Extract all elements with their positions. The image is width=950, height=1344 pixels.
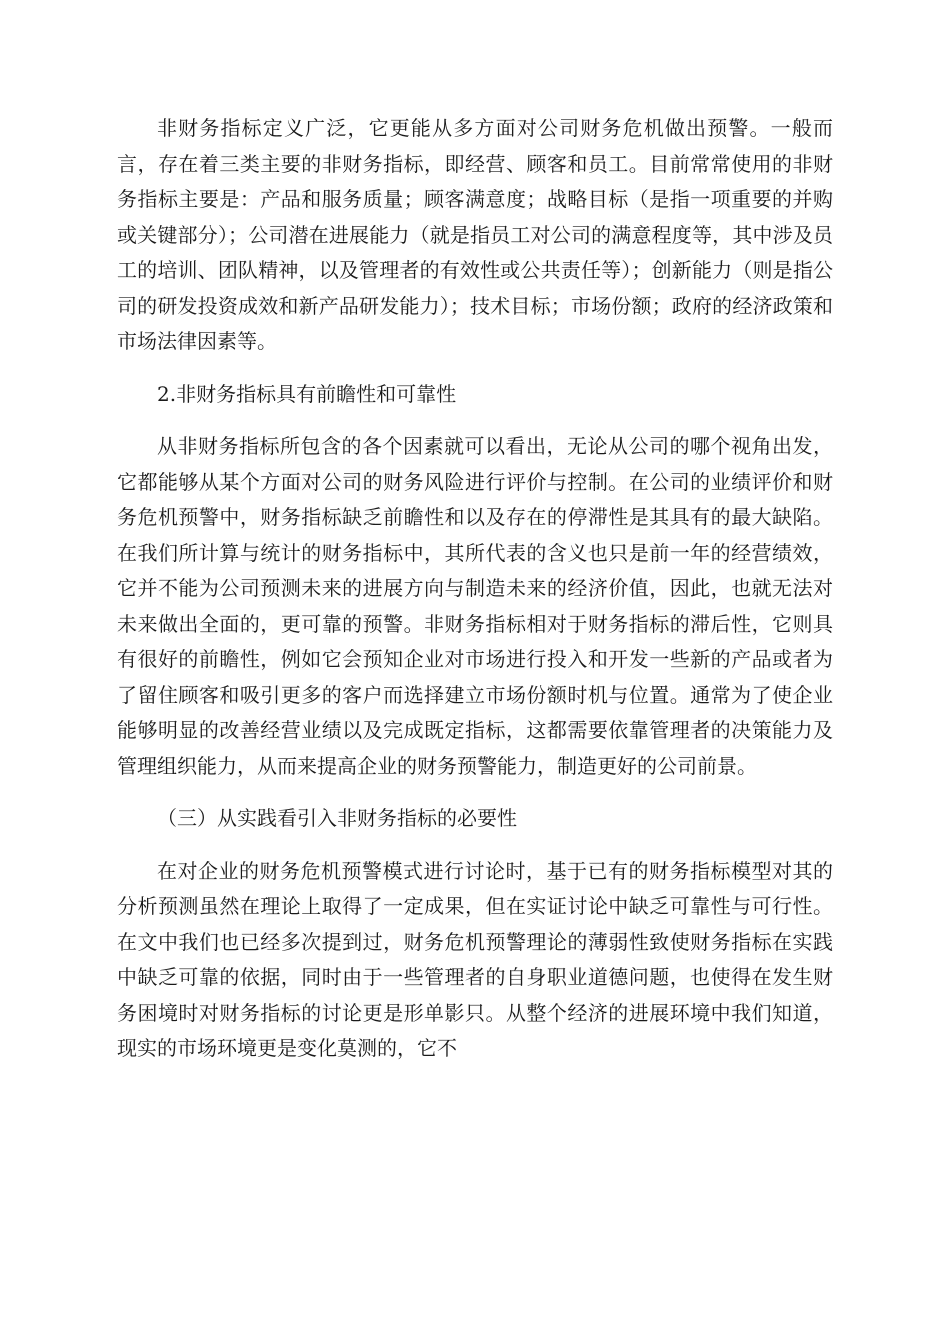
- body-paragraph-3: 在对企业的财务危机预警模式进行讨论时，基于已有的财务指标模型对其的分析预测虽然在理论上取得了一定成果，但在实证讨论中缺乏可靠性与可行性。在文中我们也已经多次提到过，财务危机预警理论的薄弱性致使财务指标在实践中缺乏可靠的依据，同时由于一些管理者的自身职业道德问题，也使得在发生财务困境时对财务指标的讨论更是形单影只。从整个经济的进展环境中我们知道，现实的市场环境更是变化莫测的，它不: [117, 858, 833, 1060]
- section-heading-2: 2.非财务指标具有前瞻性和可靠性: [157, 381, 457, 406]
- body-paragraph-1: 非财务指标定义广泛，它更能从多方面对公司财务危机做出预警。一般而言，存在着三类主要的非财务指标，即经营、顾客和员工。目前常常使用的非财务指标主要是：产品和服务质量；顾客满意度；战略目标（是指一项重要的并购或关键部分）；公司潜在进展能力（就是指员工对公司的满意程度等，其中涉及员工的培训、团队精神，以及管理者的有效性或公共责任等）；创新能力（则是指公司的研发投资成效和新产品研发能力）；技术目标；市场份额；政府的经济政策和市场法律因素等。: [117, 116, 833, 353]
- document-body: [117, 111, 833, 1067]
- section-heading-3: （三）从实践看引入非财务指标的必要性: [157, 806, 517, 830]
- body-paragraph-2: 从非财务指标所包含的各个因素就可以看出，无论从公司的哪个视角出发，它都能够从某个方面对公司的财务风险进行评价与控制。在公司的业绩评价和财务危机预警中，财务指标缺乏前瞻性和以及存在的停滞性是其具有的最大缺陷。在我们所计算与统计的财务指标中，其所代表的含义也只是前一年的经营绩效，它并不能为公司预测未来的进展方向与制造未来的经济价值，因此，也就无法对未来做出全面的，更可靠的预警。非财务指标相对于财务指标的滞后性，它则具有很好的前瞻性，例如它会预知企业对市场进行投入和开发一些新的产品或者为了留住顾客和吸引更多的客户而选择建立市场份额时机与位置。通常为了使企业能够明显的改善经营业绩以及完成既定指标，这都需要依靠管理者的决策能力及管理组织能力，从而来提高企业的财务预警能力，制造更好的公司前景。: [117, 434, 833, 778]
